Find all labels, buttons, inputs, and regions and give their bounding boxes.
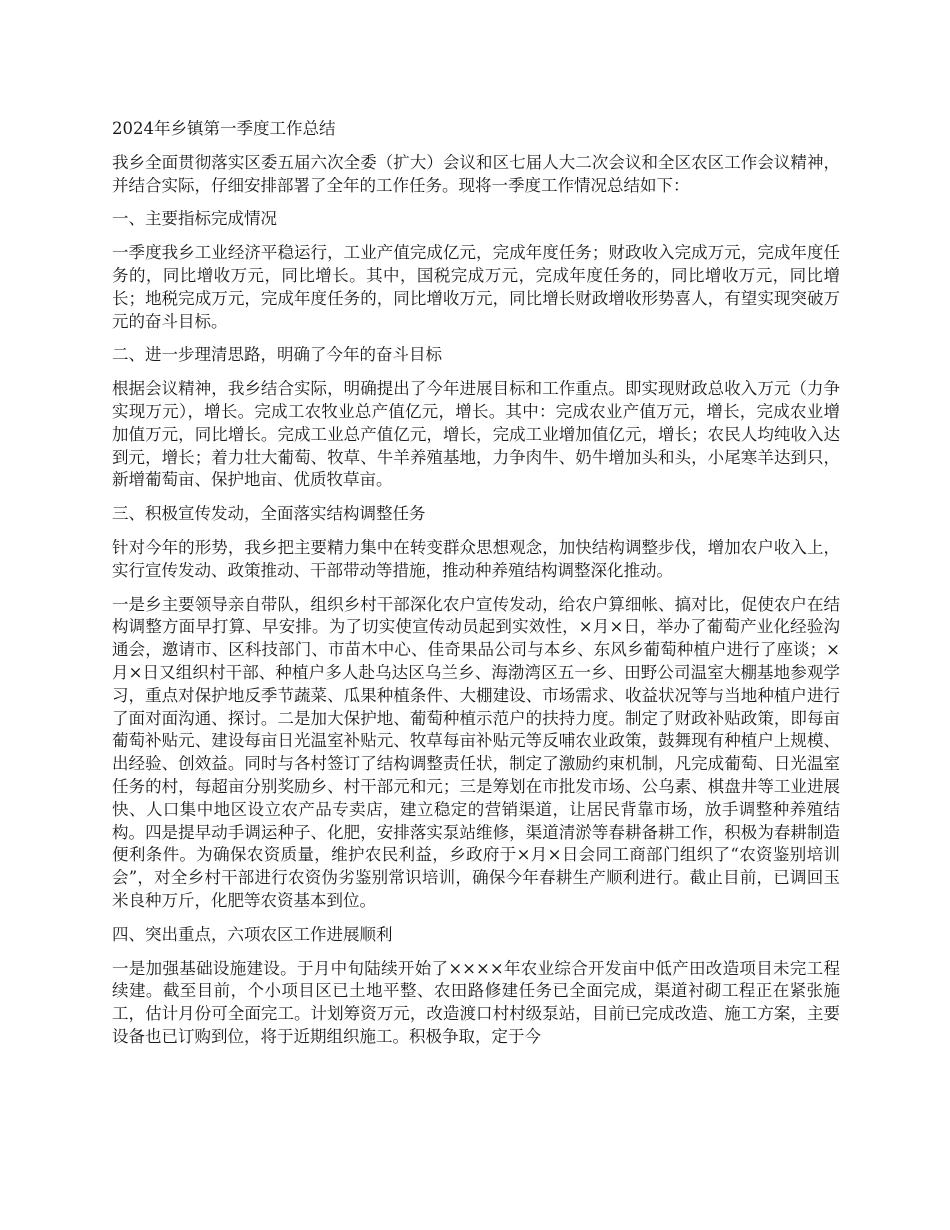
document-title: 2024年乡镇第一季度工作总结	[112, 119, 336, 138]
section-4-paragraph: 一是加强基础设施建设。于月中旬陆续开始了××××年农业综合开发亩中低产田改造项目未完工程续建。截至目前，个小项目区已土地平整、农田路修建任务已全面完成，渠道衬砌工程正在紧张施工，估计月份可全面完工。计划筹资万元，改造渡口村村级泵站，目前已完成改造、施工方案，主要设备也已订购到位，将于近期组织施工。积极争取，定于今	[112, 958, 840, 1046]
section-3-paragraph-2: 一是乡主要领导亲自带队，组织乡村干部深化农户宣传发动，给农户算细帐、搞对比，促使农户在结构调整方面早打算、早安排。为了切实使宣传动员起到实效性，×月×日，举办了葡萄产业化经验沟通会，邀请市、区科技部门、市苗木中心、佳奇果品公司与本乡、东风乡葡萄种植户进行了座谈；×月×日又组织村干部、种植户多人赴乌达区乌兰乡、海渤湾区五一乡、田野公司温室大棚基地参观学习，重点对保护地反季节蔬菜、瓜果种植条件、大棚建设、市场需求、收益状况等与当地种植户进行了面对面沟通、探讨。二是加大保护地、葡萄种植示范户的扶持力度。制定了财政补贴政策，即每亩葡萄补贴元、建设每亩日光温室补贴元、牧草每亩补贴元等反哺农业政策，鼓舞现有种植户上规模、出经验、创效益。同时与各村签订了结构调整责任状，制定了激励约束机制，凡完成葡萄、日光温室任务的村，每超亩分别奖励乡、村干部元和元；三是筹划在市批发市场、公乌素、棋盘井等工业进展快、人口集中地区设立农产品专卖店，建立稳定的营销渠道，让居民背靠市场，放手调整种养殖结构。四是提早动手调运种子、化肥，安排落实泵站维修，渠道清淤等春耕备耕工作，积极为春耕制造便利条件。为确保农资质量，维护农民利益，乡政府于×月×日会同工商部门组织了“农资鉴别培训会”，对全乡村干部进行农资伪劣鉴别常识培训，确保今年春耕生产顺利进行。截止目前，已调回玉米良种万斤，化肥等农资基本到位。	[112, 594, 840, 910]
section-3-paragraph-1: 针对今年的形势，我乡把主要精力集中在转变群众思想观念，加快结构调整步伐，增加农户收入上，实行宣传发动、政策推动、干部带动等措施，推动种养殖结构调整深化推动。	[112, 537, 840, 580]
section-1-paragraph: 一季度我乡工业经济平稳运行，工业产值完成亿元，完成年度任务；财政收入完成万元，完成年度任务的，同比增收万元，同比增长。其中，国税完成万元，完成年度任务的，同比增收万元，同比增长；地税完成万元，完成年度任务的，同比增收万元，同比增长财政增收形势喜人，有望实现突破万元的奋斗目标。	[112, 243, 840, 331]
intro-paragraph: 我乡全面贯彻落实区委五届六次全委（扩大）会议和区七届人大二次会议和全区农区工作会议精神，并结合实际，仔细安排部署了全年的工作任务。现将一季度工作情况总结如下：	[112, 152, 840, 195]
section-1-heading: 一、主要指标完成情况	[112, 209, 277, 229]
section-3-heading: 三、积极宣传发动，全面落实结构调整任务	[112, 504, 426, 524]
section-4-heading: 四、突出重点，六项农区工作进展顺利	[112, 924, 393, 944]
section-2-paragraph: 根据会议精神，我乡结合实际，明确提出了今年进展目标和工作重点。即实现财政总收入万元（力争实现万元），增长。完成工农牧业总产值亿元，增长。其中：完成农业产值万元，增长，完成农业增加值万元，同比增长。完成工业总产值亿元，增长，完成工业增加值亿元，增长；农民人均纯收入达到元，增长；着力壮大葡萄、牧草、牛羊养殖基地，力争肉牛、奶牛增加头和头，小尾寒羊达到只，新增葡萄亩、保护地亩、优质牧草亩。	[112, 379, 840, 490]
section-2-heading: 二、进一步理清思路，明确了今年的奋斗目标	[112, 345, 442, 365]
document-page	[112, 118, 840, 1060]
